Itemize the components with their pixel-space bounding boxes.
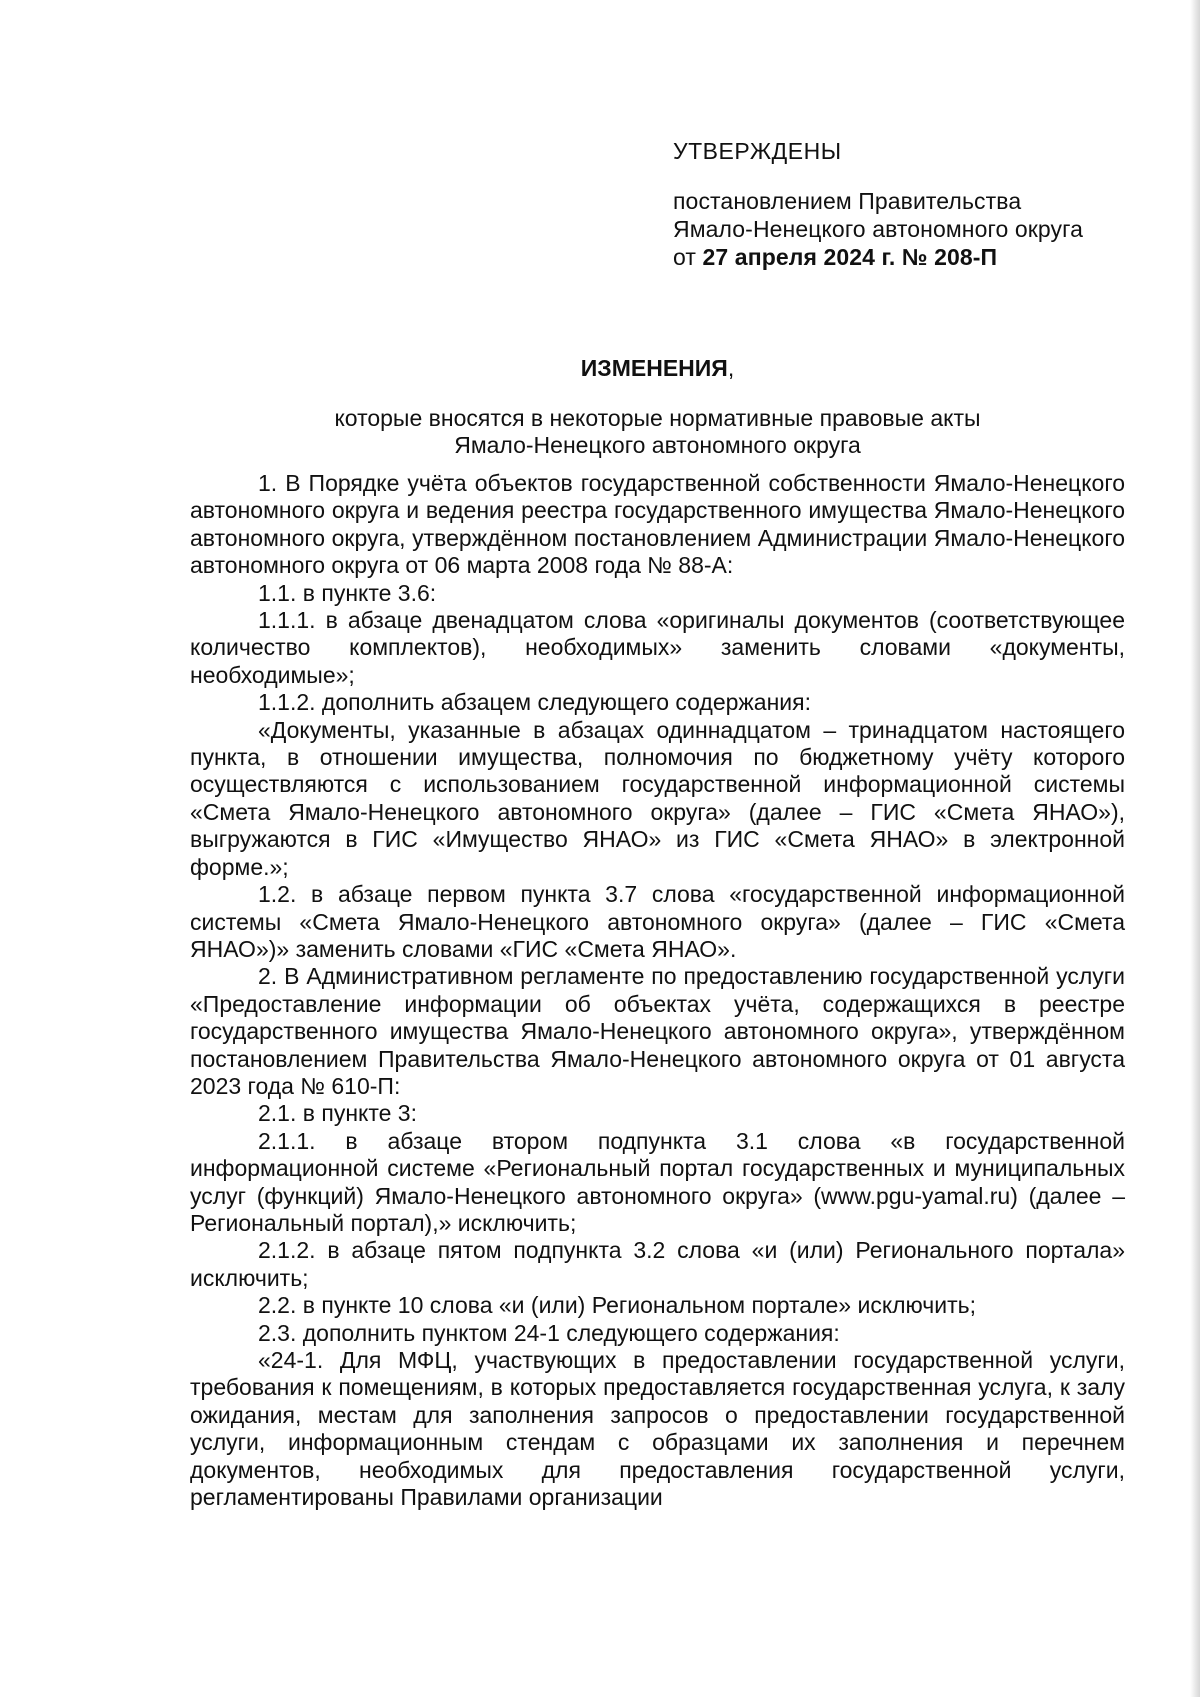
subtitle-line-1: которые вносятся в некоторые нормативные правовые акты	[334, 405, 981, 431]
paragraph-1: 1. В Порядке учёта объектов государственной собственности Ямало-Ненецкого автономного округа и ведения реестра государственного имущества Ямало-Ненецкого автономного округа, утверждённом постановлением Администрации Ямало-Ненецкого автономного округа от 06 марта 2008 года № 88-А:	[190, 470, 1125, 579]
paragraph-quote-1: «Документы, указанные в абзацах одиннадцатом – тринадцатом настоящего пункта, в отношении имущества, полномочия по бюджетному учёту которого осуществляются с использованием государственной информационной системы «Смета Ямало-Ненецкого автономного округа» (далее – ГИС «Смета ЯНАО»), выгружаются в ГИС «Имущество ЯНАО» из ГИС «Смета ЯНАО» в электронной форме.»;	[190, 716, 1125, 880]
paragraph-2-1-2: 2.1.2. в абзаце пятом подпункта 3.2 слова «и (или) Регионального портала» исключить;	[190, 1237, 1125, 1291]
doc-title-suffix: ,	[727, 355, 735, 381]
document-body	[190, 470, 1125, 1511]
approval-line-2: Ямало-Ненецкого автономного округа	[673, 216, 1083, 242]
paragraph-2-1-1: 2.1.1. в абзаце втором подпункта 3.1 слова «в государственной информационной системе «Региональный портал государственных и муниципальных услуг (функций) Ямало-Ненецкого автономного округа» (www.pgu-yamal.ru) (далее – Региональный портал),» исключить;	[190, 1127, 1125, 1236]
approval-stamp: УТВЕРЖДЕНЫ	[673, 138, 842, 164]
paragraph-2: 2. В Административном регламенте по предоставлению государственной услуги «Предоставление информации об объектах учёта, содержащихся в реестре государственного имущества Ямало-Ненецкого автономного округа», утверждённом постановлением Правительства Ямало-Ненецкого автономного округа от 01 августа 2023 года № 610-П:	[190, 963, 1125, 1099]
paragraph-2-3: 2.3. дополнить пунктом 24-1 следующего содержания:	[258, 1319, 840, 1346]
paragraph-1-1-1: 1.1.1. в абзаце двенадцатом слова «оригиналы документов (соответствующее количество комплектов), необходимых» заменить словами «документы, необходимые»;	[190, 607, 1125, 688]
approval-date-prefix: от	[673, 244, 697, 270]
paragraph-1-2: 1.2. в абзаце первом пункта 3.7 слова «государственной информационной системы «Смета Ямало-Ненецкого автономного округа» (далее – ГИС «Смета ЯНАО»)» заменить словами «ГИС «Смета ЯНАО».	[190, 881, 1125, 962]
approval-block	[673, 137, 1143, 271]
paragraph-2-1: 2.1. в пункте 3:	[258, 1100, 417, 1127]
approval-date-line	[673, 243, 1143, 271]
approval-line-1: постановлением Правительства	[673, 188, 1022, 214]
doc-title: ИЗМЕНЕНИЯ	[580, 355, 728, 381]
paragraph-2-2: 2.2. в пункте 10 слова «и (или) Региональном портале» исключить;	[258, 1292, 977, 1319]
subtitle-line-2: Ямало-Ненецкого автономного округа	[454, 432, 861, 458]
page-edge-shadow	[1190, 0, 1200, 1697]
paragraph-1-1: 1.1. в пункте 3.6:	[258, 579, 437, 606]
paragraph-quote-2: «24-1. Для МФЦ, участвующих в предоставлении государственной услуги, требования к помещениям, в которых предоставляется государственная услуга, к залу ожидания, местам для заполнения запросов о предоставлении государственной услуги, информационным стендам с образцами их заполнения и перечнем документов, необходимых для предоставления государственной услуги, регламентированы Правилами организации	[190, 1347, 1125, 1511]
approval-date-number: 27 апреля 2024 г. № 208-П	[702, 244, 998, 270]
paragraph-1-1-2: 1.1.2. дополнить абзацем следующего содержания:	[258, 689, 811, 716]
heading-block	[190, 332, 1125, 459]
title-line	[190, 355, 1125, 382]
